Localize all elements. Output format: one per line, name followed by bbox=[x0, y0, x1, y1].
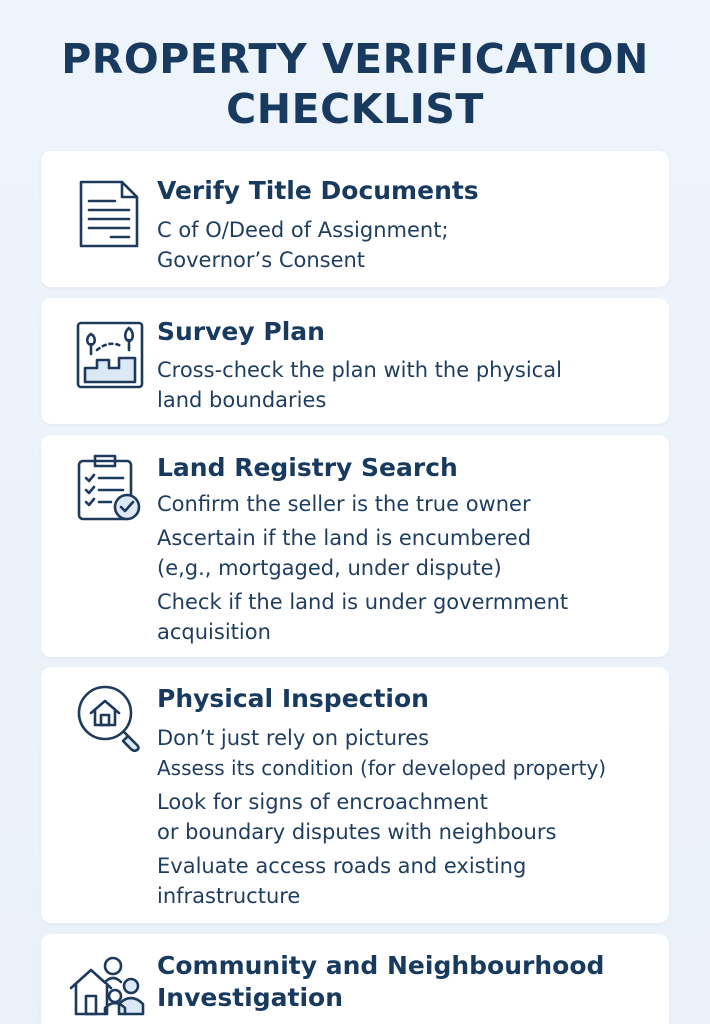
card-line: or boundary disputes with neighbours bbox=[157, 820, 557, 844]
card-line: Evaluate access roads and existing bbox=[157, 854, 527, 878]
checklist-card-survey-plan bbox=[41, 298, 669, 424]
card-line: infrastructure bbox=[157, 884, 301, 908]
card-line: acquisition bbox=[157, 620, 271, 644]
page-title-line-2: CHECKLIST bbox=[226, 85, 484, 133]
checklist-card-community bbox=[41, 934, 669, 1024]
card-title: Verify Title Documents bbox=[157, 176, 479, 205]
card-title-line-2: Investigation bbox=[157, 983, 344, 1012]
clipboard-check-icon bbox=[75, 451, 145, 521]
card-body bbox=[157, 723, 661, 911]
document-icon bbox=[75, 179, 145, 249]
card-line: Don’t just rely on pictures bbox=[157, 726, 430, 750]
card-line: Governor’s Consent bbox=[157, 248, 366, 272]
card-line: Cross-check the plan with the physical bbox=[157, 358, 562, 382]
checklist-card-title-documents bbox=[41, 151, 669, 287]
card-line: Ascertain if the land is encumbered bbox=[157, 526, 532, 550]
card-body bbox=[157, 215, 661, 275]
house-magnifier-icon bbox=[75, 683, 145, 753]
card-line: land boundaries bbox=[157, 388, 327, 412]
card-line: Look for signs of encroachment bbox=[157, 790, 488, 814]
community-icon bbox=[69, 952, 149, 1022]
checklist-card-land-registry bbox=[41, 435, 669, 657]
card-line: Confirm the seller is the true owner bbox=[157, 492, 531, 516]
card-title-line-1: Community and Neighbourhood bbox=[157, 951, 605, 980]
card-body bbox=[157, 489, 661, 647]
card-title: Land Registry Search bbox=[157, 453, 458, 482]
map-icon bbox=[75, 320, 145, 390]
card-line: (e,g., mortgaged, under dispute) bbox=[157, 556, 502, 580]
card-title: Survey Plan bbox=[157, 317, 325, 346]
card-line: Assess its condition (for developed property) bbox=[157, 756, 607, 780]
card-title bbox=[157, 950, 657, 1014]
checklist-card-physical-inspection bbox=[41, 667, 669, 923]
page-title-line-1: PROPERTY VERIFICATION bbox=[61, 35, 649, 83]
card-title: Physical Inspection bbox=[157, 684, 429, 713]
page-title bbox=[0, 34, 710, 134]
card-line: C of O/Deed of Assignment; bbox=[157, 218, 449, 242]
card-line: Check if the land is under govermment bbox=[157, 590, 569, 614]
card-body bbox=[157, 355, 661, 415]
